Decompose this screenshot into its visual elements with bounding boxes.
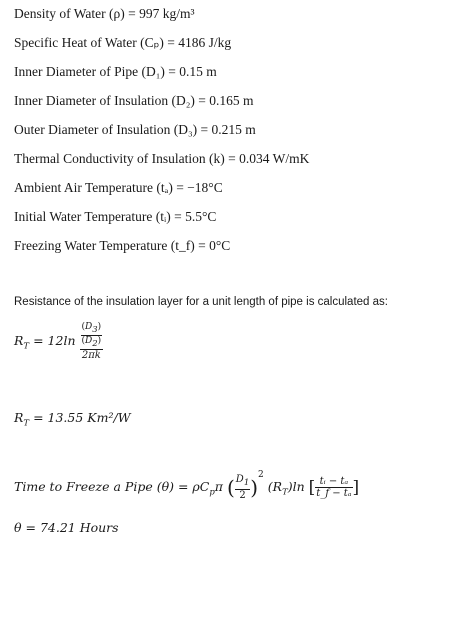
given-initial-temperature: Initial Water Temperature (tᵢ) = 5.5°C: [14, 209, 217, 224]
ratio-numerator: $(D_3)$: [81, 322, 102, 335]
given-pipe-inner-diameter: Inner Diameter of Pipe (D₁) = 0.15 m: [14, 64, 217, 79]
freeze-label-sub: p: [209, 487, 215, 498]
resistance-lhs-sub: T: [23, 341, 30, 352]
given-ambient-temperature: Ambient Air Temperature (tₐ) = −18°C: [14, 180, 223, 195]
freeze-r-close: )ln: [287, 479, 305, 494]
diameter-half-num: $D_1$: [235, 474, 250, 488]
open-bracket: [: [308, 477, 316, 498]
resistance-denominator: 2πk: [80, 349, 104, 361]
freeze-time-formula: [14, 470, 359, 501]
resistance-fraction: [80, 322, 104, 361]
resistance-note: Resistance of the insulation layer for a unit length of pipe is calculated as:: [14, 296, 388, 308]
resistance-eq: =: [33, 332, 44, 348]
resistance-formula: [14, 322, 103, 361]
temperature-num: tᵢ − tₐ: [319, 476, 349, 487]
ratio-denominator: $(D_2)$: [81, 335, 102, 349]
diameter-half-den: 2: [235, 489, 250, 501]
temperature-den: t_f − tₐ: [316, 488, 352, 499]
resistance-result-value: = 13.55 Km²/W: [33, 410, 131, 425]
given-thermal-conductivity: Thermal Conductivity of Insulation (k) = 0.034 W/mK: [14, 151, 310, 166]
open-paren: (: [226, 475, 235, 500]
given-insulation-outer-diameter: Outer Diameter of Insulation (D₃) = 0.215 m: [14, 122, 256, 137]
resistance-coef: 12ln: [47, 332, 76, 348]
close-bracket: ]: [352, 477, 360, 498]
freeze-r-open: (R: [267, 479, 283, 494]
diameter-half-fraction: [235, 474, 250, 501]
temperature-fraction: [315, 476, 352, 499]
diameter-ratio: [81, 322, 103, 349]
given-insulation-inner-diameter: Inner Diameter of Insulation (D₂) = 0.165 m: [14, 93, 254, 108]
close-paren: ): [250, 475, 259, 500]
given-density: Density of Water (ρ) = 997 kg/m³: [14, 6, 195, 21]
freeze-label: Time to Freeze a Pipe (θ) = ρC: [14, 479, 210, 494]
resistance-result: [14, 410, 131, 429]
freeze-r-sub: T: [282, 487, 288, 498]
resistance-result-lhs: R: [14, 410, 24, 425]
given-specific-heat: Specific Heat of Water (Cₚ) = 4186 J/kg: [14, 35, 232, 50]
resistance-ratio: [80, 322, 104, 349]
freeze-result: θ = 74.21 Hours: [14, 520, 119, 535]
freeze-pi: π: [214, 479, 223, 494]
resistance-result-sub: T: [23, 418, 30, 429]
given-freezing-temperature: Freezing Water Temperature (t_f) = 0°C: [14, 238, 231, 253]
diameter-exponent: 2: [258, 470, 264, 480]
resistance-lhs: R: [14, 332, 24, 348]
